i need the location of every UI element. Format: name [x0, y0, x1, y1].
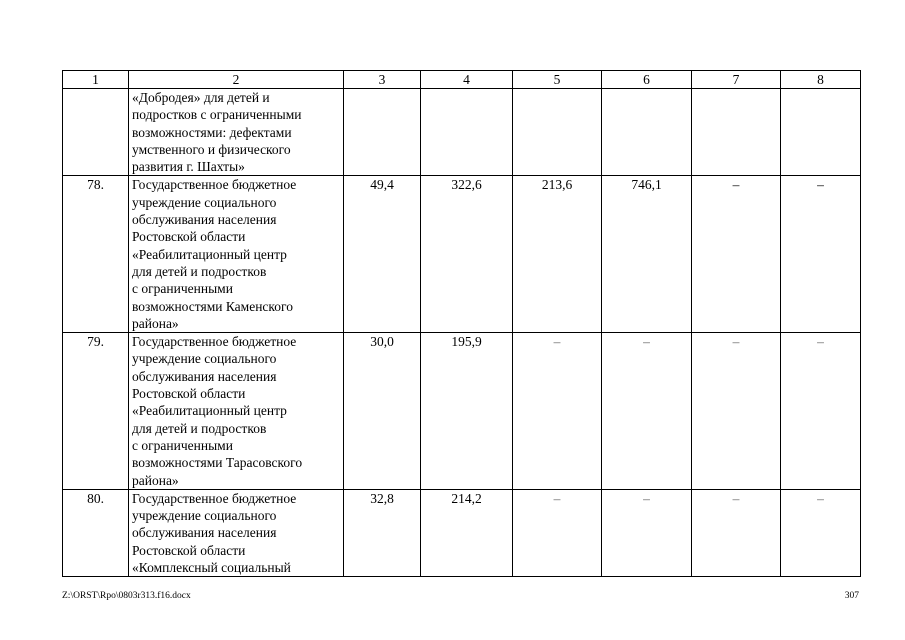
name-line: Государственное бюджетное — [132, 334, 297, 350]
name-line: учреждение социального — [132, 194, 277, 210]
institution-name — [129, 333, 344, 490]
column-header-4: 4 — [421, 71, 513, 89]
name-line: обслуживания населения — [132, 212, 277, 228]
column-header-2: 2 — [129, 71, 344, 89]
cell-col-3: 49,4 — [344, 176, 421, 333]
column-header-5: 5 — [513, 71, 602, 89]
name-line: Государственное бюджетное — [132, 490, 297, 506]
cell-col-4: 322,6 — [421, 176, 513, 333]
name-line: учреждение социального — [132, 508, 277, 524]
row-number: 79. — [63, 333, 129, 490]
column-header-1: 1 — [63, 71, 129, 89]
name-line: Ростовской области — [132, 386, 246, 402]
cell-col-5: – — [513, 489, 602, 576]
name-line: «Добродея» для детей и — [132, 90, 270, 105]
name-line: Ростовской области — [132, 542, 246, 558]
cell-col-8 — [781, 89, 861, 176]
cell-col-5: – — [513, 333, 602, 490]
name-line: района» — [132, 472, 179, 488]
institution-name — [129, 176, 344, 333]
cell-col-8: – — [781, 489, 861, 576]
name-line: развития г. Шахты» — [132, 159, 245, 175]
name-line: возможностями Каменского — [132, 298, 293, 314]
name-line: для детей и подростков — [132, 263, 267, 279]
cell-col-6: – — [602, 333, 692, 490]
cell-col-4: 214,2 — [421, 489, 513, 576]
name-line: Государственное бюджетное — [132, 177, 297, 193]
cell-col-3 — [344, 89, 421, 176]
column-header-3: 3 — [344, 71, 421, 89]
name-line: Ростовской области — [132, 229, 246, 245]
name-line: возможностями Тарасовского — [132, 455, 303, 471]
column-header-6: 6 — [602, 71, 692, 89]
cell-col-6: – — [602, 489, 692, 576]
name-line: для детей и подростков — [132, 420, 267, 436]
column-header-7: 7 — [692, 71, 781, 89]
cell-col-4: 195,9 — [421, 333, 513, 490]
footer-page-number: 307 — [844, 591, 859, 601]
name-line: «Комплексный социальный — [132, 560, 291, 576]
table-header-row — [63, 71, 861, 89]
name-line: «Реабилитационный центр — [132, 403, 287, 419]
cell-col-7: – — [692, 176, 781, 333]
name-line: учреждение социального — [132, 351, 277, 367]
name-line: обслуживания населения — [132, 525, 277, 541]
cell-col-8: – — [781, 176, 861, 333]
cell-col-4 — [421, 89, 513, 176]
row-number — [63, 89, 129, 176]
name-line: возможностями: дефектами — [132, 124, 292, 140]
cell-col-3: 32,8 — [344, 489, 421, 576]
cell-col-7 — [692, 89, 781, 176]
footer-file-path: Z:\ORST\Rpo\0803r313.f16.docx — [62, 591, 191, 601]
institution-name — [129, 489, 344, 576]
table-row — [63, 89, 861, 176]
institution-name — [129, 89, 344, 176]
name-line: с ограниченными — [132, 437, 233, 453]
column-header-8: 8 — [781, 71, 861, 89]
cell-col-8: – — [781, 333, 861, 490]
cell-col-5 — [513, 89, 602, 176]
row-number: 80. — [63, 489, 129, 576]
name-line: «Реабилитационный центр — [132, 246, 287, 262]
name-line: умственного и физического — [132, 141, 291, 157]
name-line: района» — [132, 315, 179, 331]
table-row — [63, 489, 861, 576]
table-row — [63, 333, 861, 490]
cell-col-7: – — [692, 333, 781, 490]
name-line: подростков с ограниченными — [132, 107, 302, 123]
cell-col-3: 30,0 — [344, 333, 421, 490]
table-row — [63, 176, 861, 333]
cell-col-6: 746,1 — [602, 176, 692, 333]
cell-col-7: – — [692, 489, 781, 576]
name-line: обслуживания населения — [132, 368, 277, 384]
cell-col-6 — [602, 89, 692, 176]
data-table — [62, 70, 861, 577]
name-line: с ограниченными — [132, 281, 233, 297]
cell-col-5: 213,6 — [513, 176, 602, 333]
row-number: 78. — [63, 176, 129, 333]
